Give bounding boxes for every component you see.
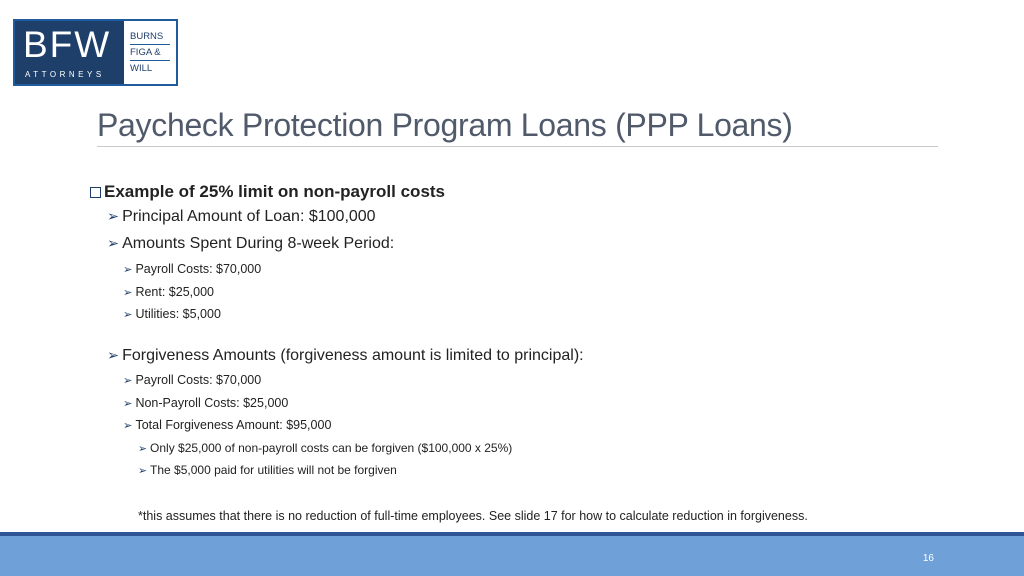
company-logo	[13, 19, 178, 86]
logo-name-3: WILL	[130, 63, 153, 74]
list-item	[138, 463, 397, 477]
list-item	[107, 347, 584, 365]
logo-mark: BFW	[23, 24, 112, 65]
logo-name-1: BURNS	[130, 29, 170, 45]
page-number: 16	[922, 553, 934, 564]
arrow-bullet-icon: ➢	[123, 308, 133, 321]
list-item	[123, 307, 221, 321]
arrow-bullet-icon: ➢	[123, 286, 133, 299]
footnote: *this assumes that there is no reduction of full-time employees. See slide 17 for how to calculate reduction in forgiveness.	[138, 509, 808, 523]
logo-mark-block	[15, 21, 124, 84]
footer-bar	[0, 536, 1024, 576]
spent-item-text: Rent: $25,000	[135, 285, 214, 299]
principal-text: Principal Amount of Loan: $100,000	[122, 208, 376, 225]
arrow-bullet-icon: ➢	[107, 348, 120, 364]
arrow-bullet-icon: ➢	[123, 419, 133, 432]
checkbox-bullet-icon	[90, 187, 101, 198]
logo-names	[124, 21, 176, 84]
arrow-bullet-icon: ➢	[123, 397, 133, 410]
arrow-bullet-icon: ➢	[107, 209, 120, 225]
forgiveness-item-text: Total Forgiveness Amount: $95,000	[135, 418, 332, 432]
slide-title: Paycheck Protection Program Loans (PPP Loans)	[97, 107, 793, 143]
spent-item-text: Utilities: $5,000	[135, 307, 221, 321]
forgiveness-sub-text: The $5,000 paid for utilities will not be forgiven	[150, 463, 397, 477]
spent-header-text: Amounts Spent During 8-week Period:	[122, 235, 395, 252]
forgiveness-header-text: Forgiveness Amounts (forgiveness amount is limited to principal):	[122, 347, 584, 364]
list-item	[123, 396, 288, 410]
forgiveness-item-text: Non-Payroll Costs: $25,000	[135, 396, 289, 410]
list-item	[107, 208, 376, 226]
list-item	[123, 262, 261, 276]
arrow-bullet-icon: ➢	[138, 464, 148, 477]
arrow-bullet-icon: ➢	[123, 374, 133, 387]
list-item	[123, 373, 261, 387]
arrow-bullet-icon: ➢	[123, 263, 133, 276]
list-item	[123, 285, 214, 299]
logo-name-2: FIGA &	[130, 45, 170, 61]
forgiveness-sub-text: Only $25,000 of non-payroll costs can be forgiven ($100,000 x 25%)	[150, 441, 513, 455]
spent-item-text: Payroll Costs: $70,000	[135, 262, 262, 276]
list-item	[138, 441, 512, 455]
arrow-bullet-icon: ➢	[138, 442, 148, 455]
title-divider	[97, 146, 938, 147]
list-item	[123, 418, 331, 432]
heading-text: Example of 25% limit on non-payroll costs	[104, 182, 446, 201]
logo-subtitle: ATTORNEYS	[25, 70, 105, 79]
list-item	[107, 235, 394, 253]
heading-item	[90, 182, 445, 202]
forgiveness-item-text: Payroll Costs: $70,000	[135, 373, 262, 387]
arrow-bullet-icon: ➢	[107, 236, 120, 252]
